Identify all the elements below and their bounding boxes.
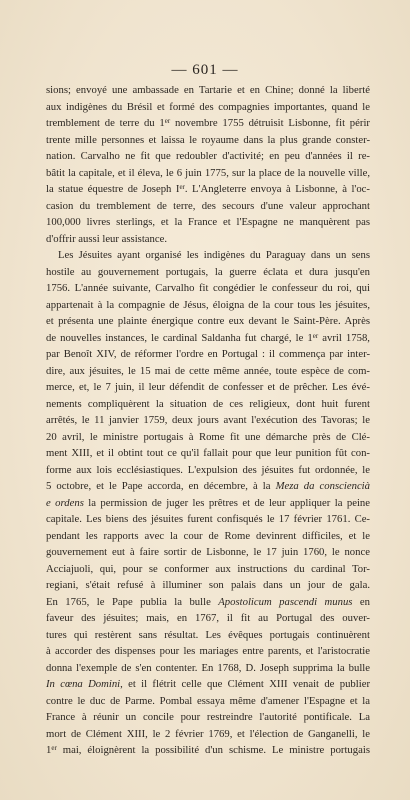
text-line: capitale. Les biens des jésuites furent confisqués le 17 février 1761. Ce- xyxy=(46,513,370,525)
text-line: de nouvelles instances, le cardinal Saldanha fut chargé, le 1er avril 1758, xyxy=(46,331,370,344)
text-line: sions; envoyé une ambassade en Tartarie et en Chine; donné la liberté xyxy=(46,84,370,96)
text-line: trente mille personnes et laissa le royaume dans la plus grande conster- xyxy=(46,133,370,146)
text-line: mort de Clément XIII, le 2 février 1769, et l'élection de Ganganelli, le xyxy=(46,727,370,740)
text-line: forme aux lois ecclésiastiques. L'expulsion des jésuites fut ordonnée, le xyxy=(46,463,370,476)
text-line: la statue équestre de Joseph Ier. L'Angleterre envoya à Lisbonne, à l'oc- xyxy=(46,183,370,195)
text-line: donna l'exemple de s'en contenter. En 1768, D. Joseph supprima la bulle xyxy=(46,661,370,674)
text-line: merce, et, le 7 juin, il leur défendit de confesser et de prêcher. Les évé- xyxy=(46,381,370,393)
text-line: et présenta une plainte énergique contre eux devant le Saint-Père. Après xyxy=(46,315,370,327)
text-line: dire, aux jésuites, le 15 mai de cette même année, toute espèce de com- xyxy=(46,364,370,377)
text-line: pendant les rapports avec la cour de Rome devinrent difficiles, et le xyxy=(46,529,370,542)
text-line: contre le duc de Parme. Pombal essaya même d'amener l'Espagne et la xyxy=(46,694,370,707)
text-line: d'offrir aussi leur assistance. xyxy=(46,232,168,245)
text-line: bâtit la capitale, et il éleva, le 6 juin 1775, sur la place de la nouvelle ville, xyxy=(46,166,370,179)
text-line: 100,000 livres sterlings, et la France et l'Espagne ne manquèrent pas xyxy=(46,216,370,228)
text-line: appartenait à la compagnie de Jésus, éloigna de la cour tous les jésuites, xyxy=(46,298,370,311)
text-line: France à réunir un concile pour restreindre l'autorité pontificale. La xyxy=(46,711,370,723)
text-line: Acciajuoli, qui, pour se conformer aux instructions du cardinal Tor- xyxy=(46,562,370,575)
text-line: ment XIII, et il obtint tout ce qu'il fallait pour que leur punition fût con- xyxy=(46,447,370,459)
text-line: par Benoît XIV, de réformer l'ordre en Portugal : il commença par inter- xyxy=(46,348,370,360)
text-line: En 1765, le Pape publia la bulle Apostolicum pascendi munus en xyxy=(46,595,371,608)
text-line: 1756. L'année suivante, Carvalho fit congédier le confesseur du roi, qui xyxy=(46,282,370,294)
text-line: Les Jésuites ayant organisé les indigènes du Paraguay dans un sens xyxy=(58,249,370,261)
text-line: à accorder des dispenses pour les mariages entre parents, et l'aristocratie xyxy=(46,645,370,657)
text-line: faveur des jésuites; mais, en 1767, il fit au Portugal des ouver- xyxy=(46,612,370,624)
text-line: nements compliquèrent la situation de ces religieux, dont huit furent xyxy=(46,397,370,410)
page-number: — 601 — xyxy=(171,62,239,78)
text-line: hostile au gouvernement portugais, la guerre éclata et dura jusqu'en xyxy=(46,265,370,278)
text-line: gouvernement eut à faire sortir de Lisbonne, le 17 juin 1760, le nonce xyxy=(46,546,370,558)
text-line: nation. Carvalho ne fit que redoubler d'activité; en peu d'années il re- xyxy=(46,150,370,162)
text-line: regiani, s'était refusé à illuminer son palais dans un jour de gala. xyxy=(46,579,370,591)
body-text xyxy=(46,82,370,759)
text-line: In cœna Domini, et il flétrit celle que Clément XIII venait de publier xyxy=(46,678,370,690)
text-line: 1er mai, éloignèrent la possibilité d'un schisme. Le ministre portugais xyxy=(46,744,370,756)
text-line: tures qui restèrent sans résultat. Les évêques portugais continuèrent xyxy=(46,628,370,641)
text-line: casion du tremblement de terre, des secours d'une valeur approchant xyxy=(46,199,370,212)
text-line: tremblement de terre du 1er novembre 1755 détruisit Lisbonne, fit périr xyxy=(46,117,370,129)
text-line: arrêtés, le 11 janvier 1759, deux jours avant l'exécution des Tavoras; le xyxy=(46,414,370,426)
text-line: 20 avril, le ministre portugais à Rome fit une démarche près de Clé- xyxy=(46,430,370,443)
text-line: e ordens la permission de juger les prêtres et de leur appliquer la peine xyxy=(46,496,370,509)
text-line: 5 octobre, et le Pape accorda, en décembre, à la Meza da consciencià xyxy=(46,480,370,492)
text-line: aux indigènes du Brésil et formé des compagnies importantes, quand le xyxy=(46,100,370,113)
